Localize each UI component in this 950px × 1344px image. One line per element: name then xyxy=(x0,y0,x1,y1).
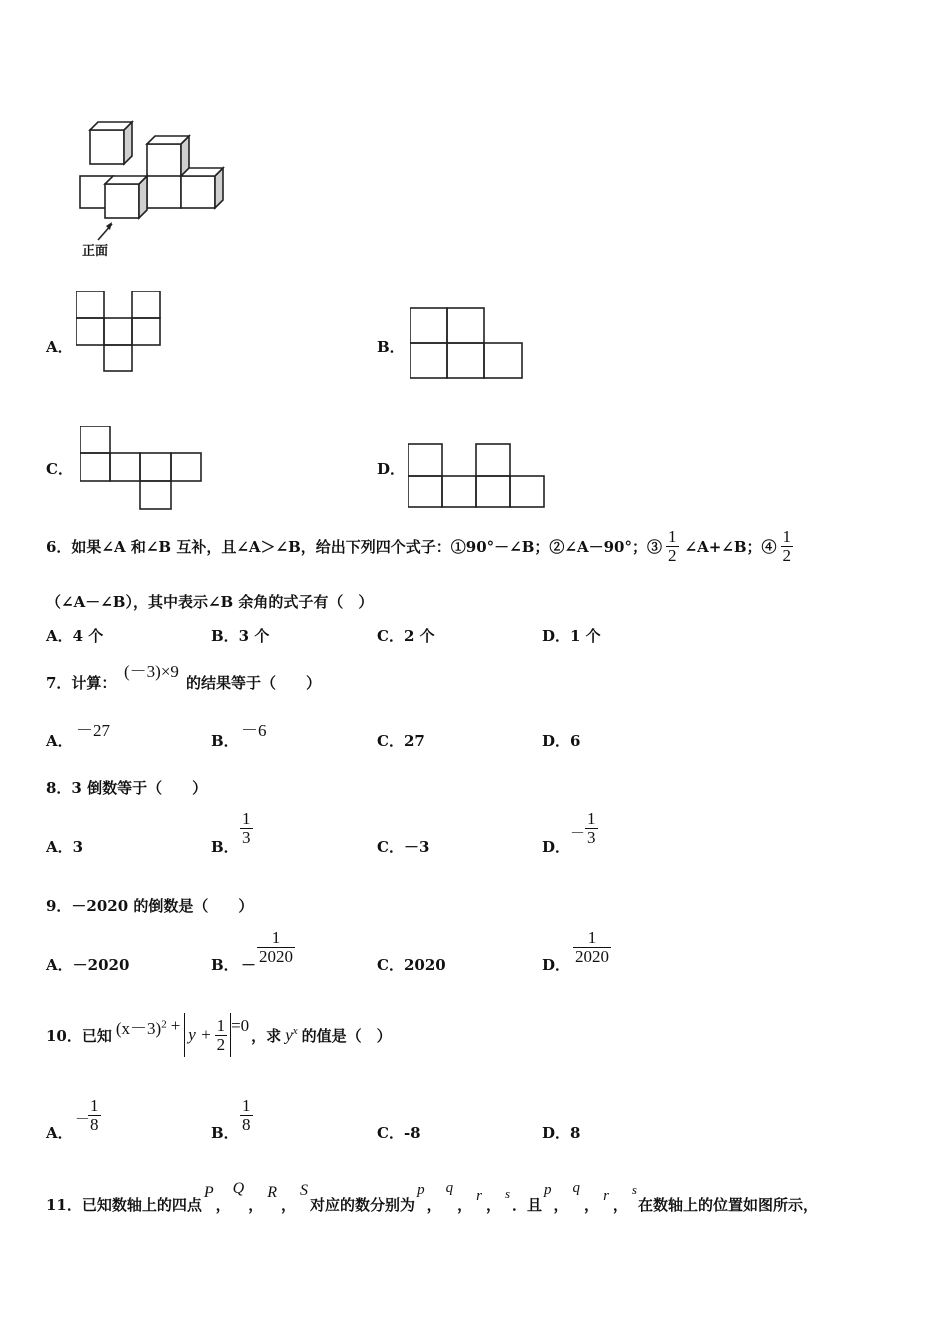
q11-sep-9: ， xyxy=(612,1196,628,1214)
q10-option-b-fraction xyxy=(240,1097,253,1134)
q9-option-d-fraction xyxy=(573,929,611,966)
figure-caption: 正面 xyxy=(82,244,109,259)
q9-stem: 9．－2020 的倒数是（ ） xyxy=(46,897,254,915)
q5-option-c-label: C． xyxy=(46,460,73,478)
q9-option-b-sign: － xyxy=(241,956,257,974)
q8-stem: 8．3 倒数等于（ ） xyxy=(46,779,208,797)
q11-value-p2: p xyxy=(544,1182,552,1198)
q10-yx-base: y xyxy=(285,1025,293,1045)
q11-value-r2: r xyxy=(603,1188,609,1204)
q11-value-s2: s xyxy=(631,1182,637,1197)
q11-sep-1: ， xyxy=(215,1196,231,1214)
q10-abs-inner: y + xyxy=(188,1025,212,1044)
q11-point-P: P xyxy=(203,1184,214,1201)
q11-value-q2: q xyxy=(572,1180,581,1196)
q7-option-b-label: B． xyxy=(211,732,239,750)
q6-stem xyxy=(46,528,793,565)
q10-option-a-fraction xyxy=(88,1097,101,1134)
q5-option-d-label: D． xyxy=(377,460,406,478)
q10-option-b-label: B． xyxy=(211,1124,239,1142)
q6-fraction-4 xyxy=(781,528,794,565)
q10-a-num: 1 xyxy=(90,1096,99,1115)
q7-option-a-label: A． xyxy=(46,732,73,750)
q9-d-den: 2020 xyxy=(575,946,609,966)
q10-b-num: 1 xyxy=(242,1096,251,1115)
q10-option-d: D．8 xyxy=(542,1124,581,1142)
q8-option-d-fraction xyxy=(585,810,598,847)
q10-suffix: 的值是（ ） xyxy=(301,1026,392,1045)
q10-abs xyxy=(184,1013,231,1057)
q10-exp-2: 2 xyxy=(161,1017,167,1030)
q6-option-d: D．1 个 xyxy=(542,627,601,645)
q8-b-num: 1 xyxy=(242,809,251,828)
q8-option-c: C．－3 xyxy=(377,838,430,856)
q11-sep-3: ， xyxy=(281,1196,297,1214)
q8-option-b-label: B． xyxy=(211,838,239,856)
q11-sep-5: ， xyxy=(457,1196,473,1214)
q9-option-a: A．－2020 xyxy=(46,956,130,974)
q11-value-s: s xyxy=(504,1186,511,1201)
q10-prefix: 10．已知 xyxy=(46,1026,112,1045)
q10-stem xyxy=(46,1013,392,1057)
q11-stem xyxy=(46,1180,818,1215)
q6-frac4-num: 1 xyxy=(782,527,792,546)
q10-abs-fraction xyxy=(215,1017,228,1054)
q9-option-d-label: D． xyxy=(542,956,571,974)
q6-mid: ∠A+∠B；④ xyxy=(684,537,777,556)
q5-option-d-figure xyxy=(408,443,550,513)
q11-text-a: 11．已知数轴上的四点 xyxy=(46,1196,202,1214)
q7-option-c: C．27 xyxy=(377,732,425,750)
q6-line2: （∠A－∠B），其中表示∠B 余角的式子有（ ） xyxy=(46,593,374,611)
q5-option-a-label: A． xyxy=(46,338,73,356)
q7-prefix: 7．计算： xyxy=(46,674,117,692)
q11-text-b: 对应的数分别为 xyxy=(310,1196,416,1214)
q9-b-den: 2020 xyxy=(259,946,293,966)
q11-value-r: r xyxy=(476,1188,482,1204)
q10-f-num: 1 xyxy=(216,1015,226,1035)
cube-figure xyxy=(70,118,240,268)
q10-mid: ，求 xyxy=(251,1026,282,1045)
q8-option-b-fraction xyxy=(240,810,253,847)
q6-option-a: A．4 个 xyxy=(46,627,104,645)
q9-option-b-fraction xyxy=(257,929,295,966)
q7-option-a-value: －27 xyxy=(76,721,110,740)
q10-yx xyxy=(285,1025,297,1046)
q11-sep-4: ， xyxy=(426,1196,442,1214)
q8-d-den: 3 xyxy=(587,827,596,847)
q5-option-c-figure xyxy=(80,426,206,516)
q11-text-c: ．且 xyxy=(512,1196,543,1214)
q7-suffix: 的结果等于（ ） xyxy=(186,674,322,692)
q11-sep-2: ， xyxy=(248,1196,264,1214)
q9-d-num: 1 xyxy=(573,929,611,948)
q9-b-num: 1 xyxy=(257,929,295,948)
q10-b-den: 8 xyxy=(242,1114,251,1134)
q5-option-b-label: B． xyxy=(377,338,405,356)
q8-b-den: 3 xyxy=(242,827,251,847)
q11-sep-6: ， xyxy=(485,1196,501,1214)
q6-line1: 6．如果∠A 和∠B 互补，且∠A＞∠B，给出下列四个式子：①90°－∠B；②∠A－90°；③ xyxy=(46,537,662,556)
q10-expr-square xyxy=(116,1014,167,1039)
q5-option-b-figure xyxy=(410,307,528,385)
q7-option-b-value: －6 xyxy=(241,721,267,740)
q6-frac4-den: 2 xyxy=(782,545,792,565)
q8-option-d-label: D． xyxy=(542,838,571,856)
q10-plus: + xyxy=(170,1016,181,1035)
q10-a-den: 8 xyxy=(90,1114,99,1134)
q8-d-num: 1 xyxy=(587,809,596,828)
q10-yx-exp: x xyxy=(292,1024,298,1037)
q11-sep-8: ， xyxy=(584,1196,600,1214)
q5-option-a-figure xyxy=(76,291,166,377)
q7-option-d: D．6 xyxy=(542,732,581,750)
q10-expr-a: (x－3) xyxy=(115,1018,162,1038)
q11-point-R: R xyxy=(267,1184,278,1201)
q10-f-den: 2 xyxy=(216,1034,226,1054)
q11-value-q: q xyxy=(445,1180,454,1196)
q11-point-S: S xyxy=(300,1182,309,1199)
q6-option-b: B．3 个 xyxy=(211,627,270,645)
q8-option-d-sign: － xyxy=(570,826,586,842)
q11-point-Q: Q xyxy=(232,1180,245,1197)
q9-option-c: C．2020 xyxy=(377,956,446,974)
q10-option-a-label: A． xyxy=(46,1124,73,1142)
q6-option-c: C．2 个 xyxy=(377,627,435,645)
q8-option-a: A．3 xyxy=(46,838,84,856)
q6-frac3-den: 2 xyxy=(668,545,677,565)
q11-text-d: 在数轴上的位置如图所示， xyxy=(637,1196,818,1214)
q10-option-c: C．-8 xyxy=(377,1124,421,1142)
q11-sep-7: ， xyxy=(553,1196,569,1214)
q11-value-p: p xyxy=(417,1182,425,1198)
q9-option-b-label: B． xyxy=(211,956,239,974)
q6-frac3-num: 1 xyxy=(668,527,677,546)
q10-option-a-sign: － xyxy=(75,1112,91,1128)
q7-expression: (－3)×9 xyxy=(124,662,179,681)
q10-equals: =0 xyxy=(231,1016,250,1035)
q6-fraction-3 xyxy=(666,528,679,565)
